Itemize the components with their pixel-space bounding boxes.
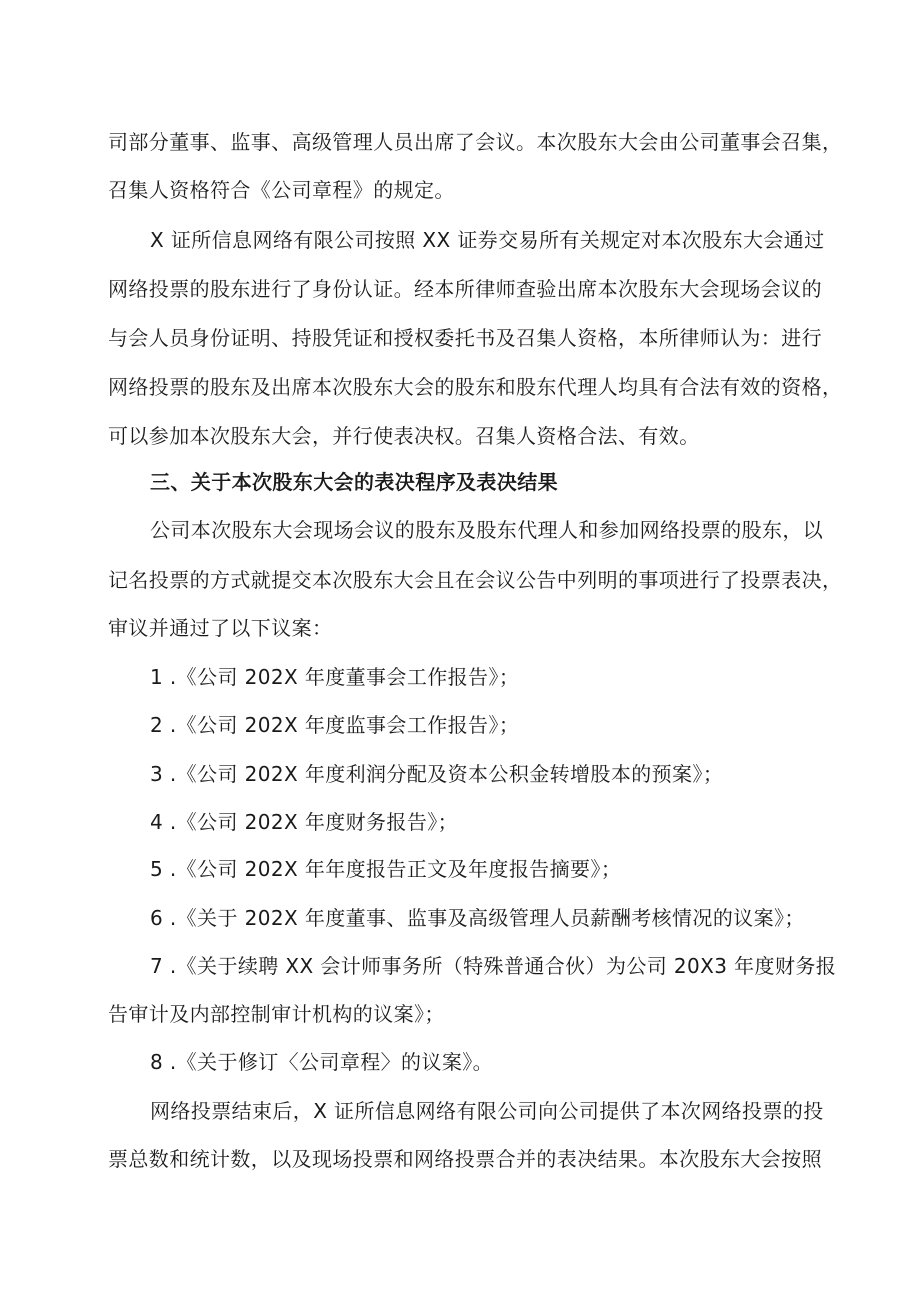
paragraph-line: 可以参加本次股东大会，并行使表决权。召集人资格合法、有效。: [108, 424, 700, 448]
paragraph-line: 记名投票的方式就提交本次股东大会且在会议公告中列明的事项进行了投票表决，: [108, 568, 843, 592]
section-heading: 三、关于本次股东大会的表决程序及表决结果: [150, 470, 558, 494]
paragraph-line: X 证所信息网络有限公司按照 XX 证券交易所有关规定对本次股东大会通过: [150, 228, 825, 252]
list-item: 5 .《公司 202X 年年度报告正文及年度报告摘要》；: [150, 857, 622, 881]
paragraph-line: 公司本次股东大会现场会议的股东及股东代理人和参加网络投票的股东，以: [150, 518, 824, 542]
paragraph-line: 票总数和统计数，以及现场投票和网络投票合并的表决结果。本次股东大会按照: [108, 1147, 822, 1171]
list-item-continuation: 告审计及内部控制审计机构的议案》；: [108, 1002, 445, 1026]
paragraph-line: 网络投票的股东进行了身份认证。经本所律师查验出席本次股东大会现场会议的: [108, 277, 822, 301]
paragraph-line: 召集人资格符合《公司章程》的规定。: [108, 178, 455, 202]
list-item: 1 .《公司 202X 年度董事会工作报告》；: [150, 665, 520, 689]
paragraph-line: 司部分董事、监事、高级管理人员出席了会议。本次股东大会由公司董事会召集，: [108, 130, 843, 154]
list-item: 6 .《关于 202X 年度董事、监事及高级管理人员薪酬考核情况的议案》；: [150, 906, 805, 930]
paragraph-line: 审议并通过了以下议案：: [108, 616, 333, 640]
paragraph-line: 网络投票结束后，X 证所信息网络有限公司向公司提供了本次网络投票的投: [150, 1099, 824, 1123]
list-item: 2 .《公司 202X 年度监事会工作报告》；: [150, 713, 520, 737]
list-item: 3 .《公司 202X 年度利润分配及资本公积金转增股本的预案》；: [150, 762, 724, 786]
paragraph-line: 与会人员身份证明、持股凭证和授权委托书及召集人资格，本所律师认为：进行: [108, 326, 822, 350]
paragraph-line: 网络投票的股东及出席本次股东大会的股东和股东代理人均具有合法有效的资格，: [108, 375, 843, 399]
list-item: 8 .《关于修订〈公司章程〉的议案》。: [150, 1050, 494, 1074]
list-item: 7 .《关于续聘 XX 会计师事务所（特殊普通合伙）为公司 20X3 年度财务报: [150, 954, 837, 978]
list-item: 4 .《公司 202X 年度财务报告》；: [150, 810, 459, 834]
